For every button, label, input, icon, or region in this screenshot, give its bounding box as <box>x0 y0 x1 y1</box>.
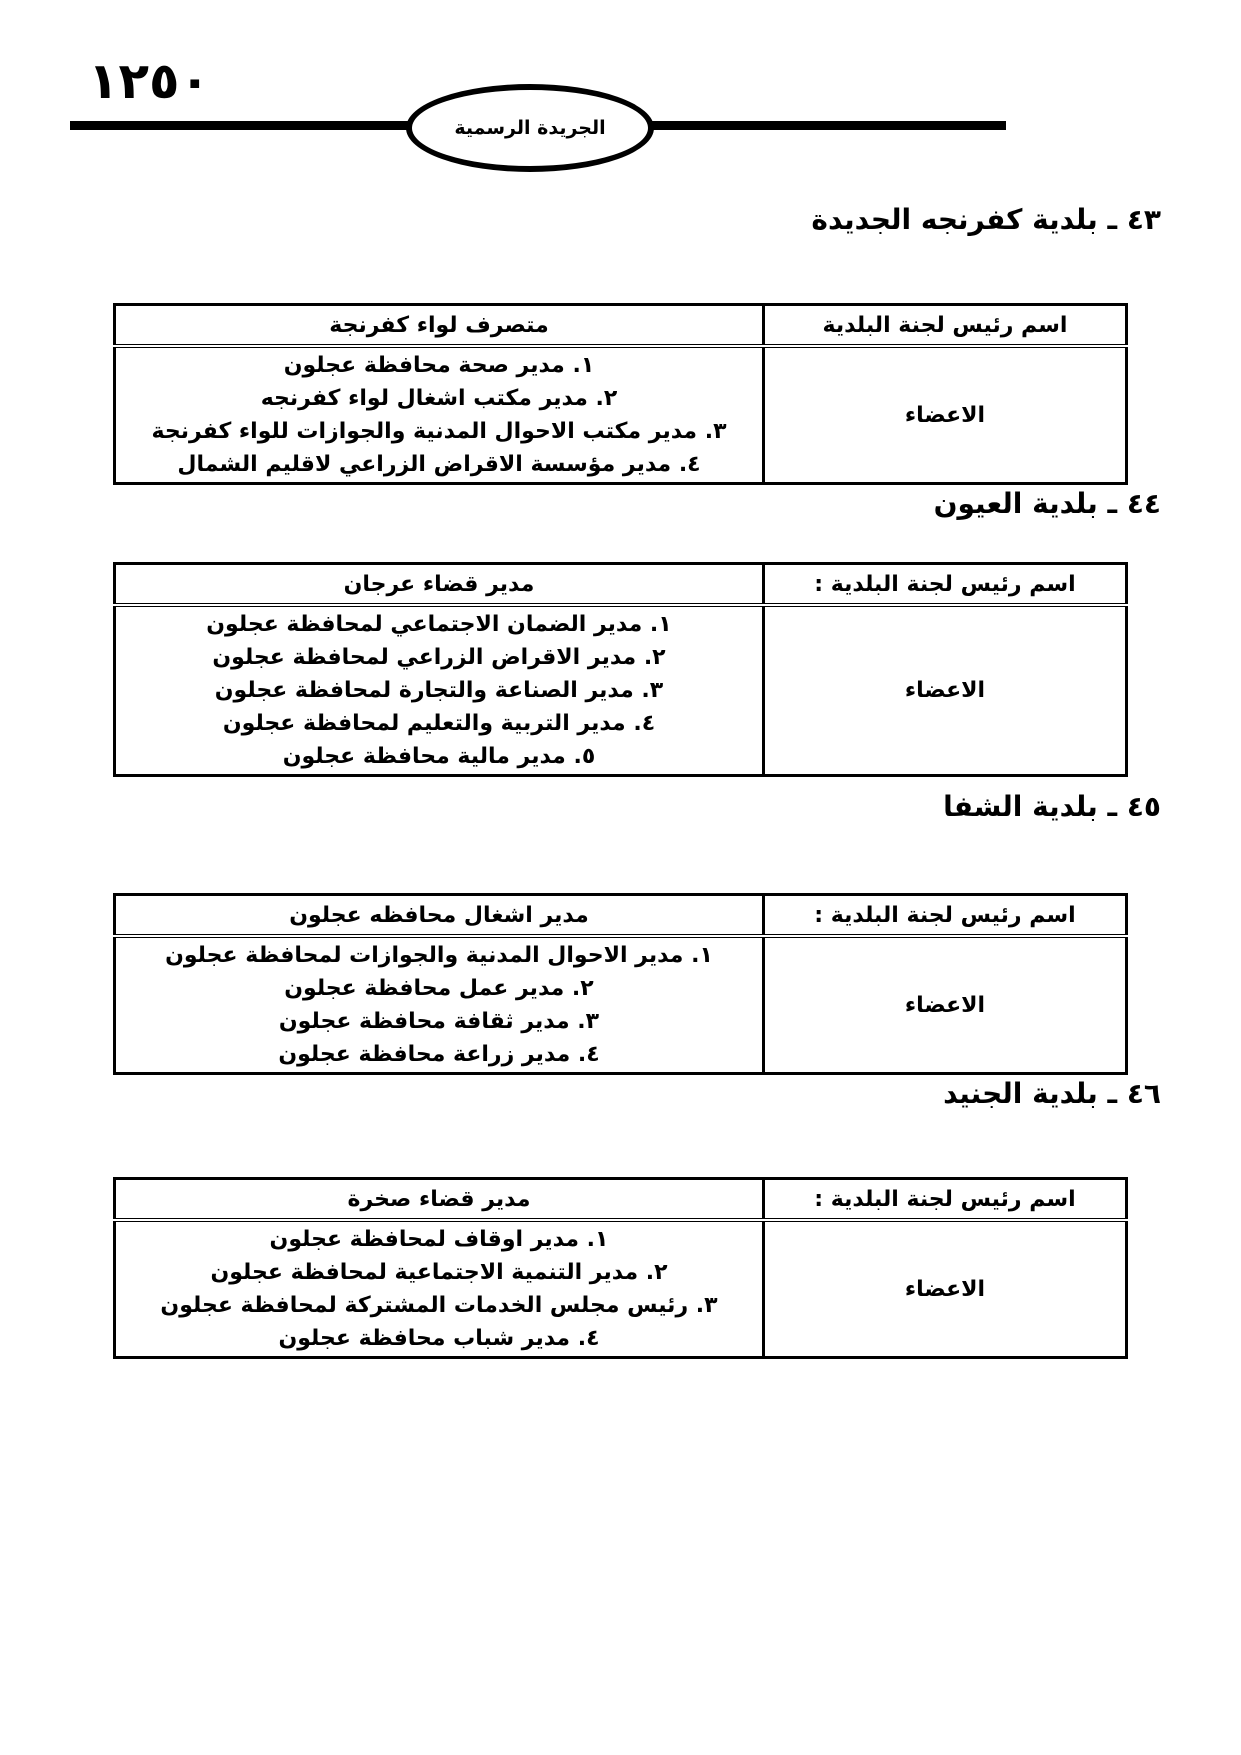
member-item: ٤. مدير مؤسسة الاقراض الزراعي لاقليم الشمال <box>177 452 701 477</box>
chairman-label-cell: اسم رئيس لجنة البلدية : <box>764 1179 1127 1221</box>
table-header-row <box>115 305 1127 347</box>
chairman-name-cell: مدير قضاء عرجان <box>115 564 764 606</box>
members-row <box>115 1220 1127 1358</box>
member-item: ١. مدير اوقاف لمحافظة عجلون <box>269 1227 609 1252</box>
section-45-table <box>113 893 1128 1075</box>
member-item: ١. مدير الاحوال المدنية والجوازات لمحافظة عجلون <box>165 943 713 968</box>
table-header-row <box>115 1179 1127 1221</box>
section-43-table <box>113 303 1128 485</box>
members-row <box>115 346 1127 484</box>
chairman-name-cell: مدير اشغال محافظه عجلون <box>115 895 764 937</box>
member-item: ٤. مدير شباب محافظة عجلون <box>278 1326 600 1351</box>
member-item: ٣. مدير مكتب الاحوال المدنية والجوازات للواء كفرنجة <box>151 419 727 444</box>
section-44-heading: ٤٤ ـ بلدية العيون <box>933 487 1161 520</box>
member-item: ٣. مدير ثقافة محافظة عجلون <box>278 1009 600 1034</box>
section-45-heading: ٤٥ ـ بلدية الشفا <box>943 790 1161 823</box>
member-item: ٣. رئيس مجلس الخدمات المشتركة لمحافظة عجلون <box>160 1293 718 1318</box>
members-row <box>115 936 1127 1074</box>
member-item: ٢. مدير التنمية الاجتماعية لمحافظة عجلون <box>210 1260 668 1285</box>
members-list-cell <box>115 346 764 484</box>
member-item: ٢. مدير مكتب اشغال لواء كفرنجه <box>260 386 618 411</box>
chairman-label-cell: اسم رئيس لجنة البلدية : <box>764 895 1127 937</box>
member-item: ١. مدير صحة محافظة عجلون <box>283 353 595 378</box>
section-43-heading: ٤٣ ـ بلدية كفرنجه الجديدة <box>811 203 1161 236</box>
table-header-row <box>115 895 1127 937</box>
section-46-table <box>113 1177 1128 1359</box>
members-label-cell: الاعضاء <box>764 346 1127 484</box>
page-number: ١٢٥٠ <box>88 52 211 110</box>
members-row <box>115 605 1127 776</box>
chairman-name-cell: متصرف لواء كفرنجة <box>115 305 764 347</box>
member-item: ٢. مدير الاقراض الزراعي لمحافظة عجلون <box>212 645 666 670</box>
members-list-cell <box>115 1220 764 1358</box>
members-label-cell: الاعضاء <box>764 605 1127 776</box>
member-item: ١. مدير الضمان الاجتماعي لمحافظة عجلون <box>206 612 672 637</box>
member-item: ٤. مدير زراعة محافظة عجلون <box>278 1042 600 1067</box>
members-list-cell <box>115 605 764 776</box>
gazette-title-oval <box>406 84 654 172</box>
member-item: ٣. مدير الصناعة والتجارة لمحافظة عجلون <box>214 678 664 703</box>
members-label-cell: الاعضاء <box>764 1220 1127 1358</box>
table-header-row <box>115 564 1127 606</box>
section-46-heading: ٤٦ ـ بلدية الجنيد <box>943 1077 1161 1110</box>
member-item: ٥. مدير مالية محافظة عجلون <box>282 744 596 769</box>
member-item: ٢. مدير عمل محافظة عجلون <box>284 976 594 1001</box>
chairman-label-cell: اسم رئيس لجنة البلدية <box>764 305 1127 347</box>
section-44-table <box>113 562 1128 777</box>
chairman-label-cell: اسم رئيس لجنة البلدية : <box>764 564 1127 606</box>
members-list-cell <box>115 936 764 1074</box>
members-label-cell: الاعضاء <box>764 936 1127 1074</box>
gazette-title: الجريدة الرسمية <box>454 117 606 139</box>
member-item: ٤. مدير التربية والتعليم لمحافظة عجلون <box>222 711 656 736</box>
chairman-name-cell: مدير قضاء صخرة <box>115 1179 764 1221</box>
